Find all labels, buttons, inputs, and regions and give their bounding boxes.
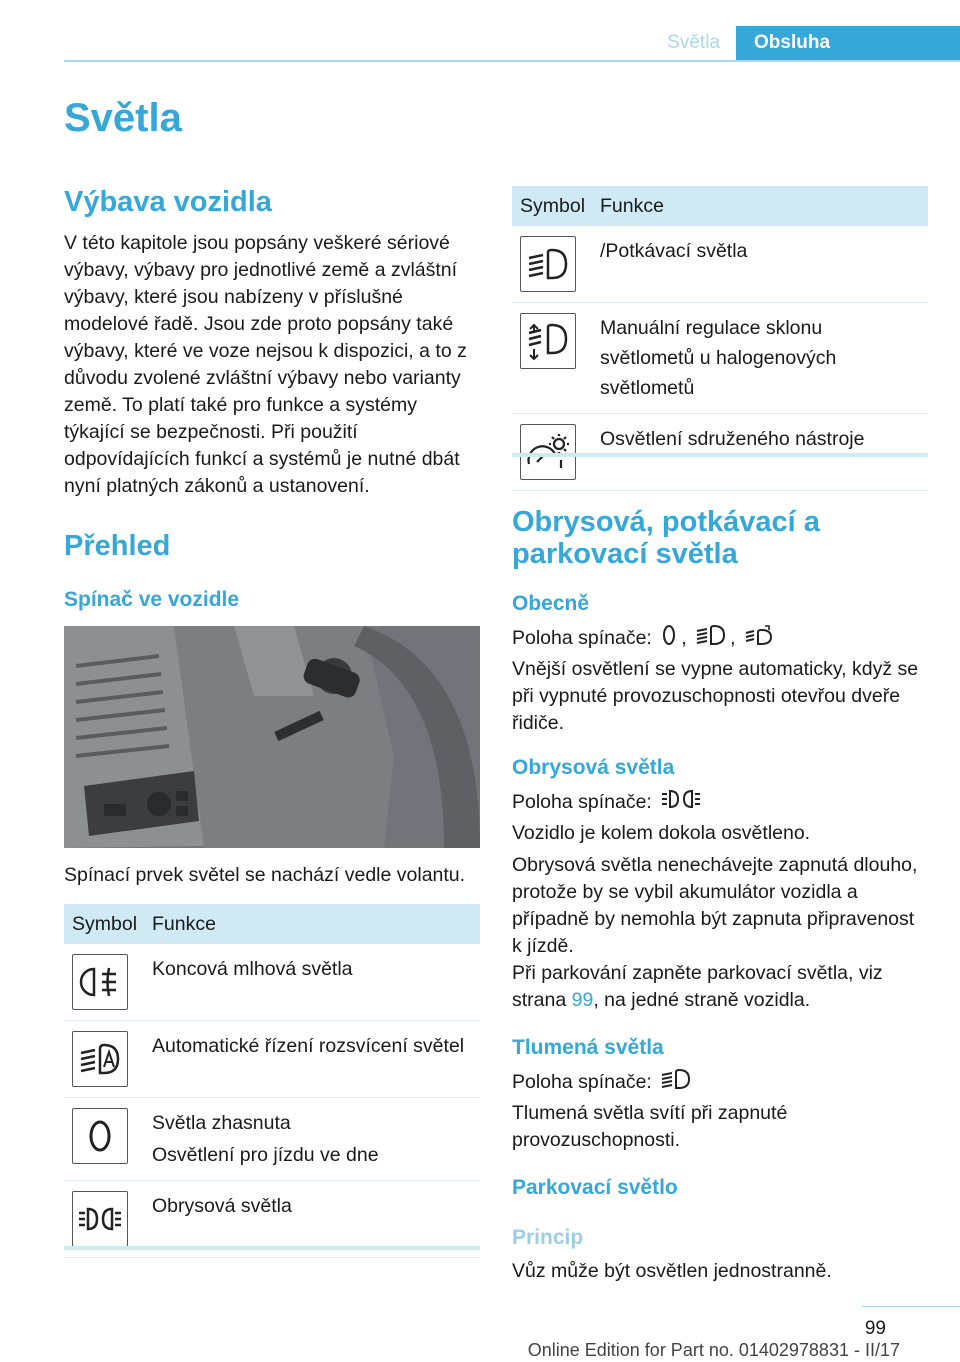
heading-principle: Princip bbox=[512, 1226, 584, 1249]
symbol-cell bbox=[64, 1098, 144, 1181]
paragraph-parking-3 bbox=[512, 960, 928, 1014]
symbol-table-left bbox=[64, 904, 480, 1258]
heading-low-beam: Tlumená světla bbox=[512, 1036, 664, 1059]
table-row bbox=[512, 303, 928, 414]
paragraph-principle: Vůz může být osvětlen jednostranně. bbox=[512, 1260, 832, 1282]
symbol-cell bbox=[512, 414, 592, 491]
symbol-cell bbox=[512, 303, 592, 414]
column-header-function: Funkce bbox=[592, 186, 928, 226]
function-text: Světla zhasnuta bbox=[152, 1112, 291, 1134]
paragraph-general: Vnější osvětlení se vypne automaticky, když se při vypnuté provozuschopnosti otevřou dveře řidiče. bbox=[512, 658, 919, 734]
paragraph-parking-1: Vozidlo je kolem dokola osvětleno. bbox=[512, 822, 811, 844]
auto-headlight-icon bbox=[72, 1031, 128, 1087]
paragraph-text: Při parkování zapněte parkovací světla, viz strana bbox=[512, 962, 883, 1011]
separator: , bbox=[681, 627, 687, 650]
separator: , bbox=[730, 627, 736, 650]
table-row bbox=[64, 1098, 480, 1181]
rear-fog-light-icon bbox=[72, 954, 128, 1010]
header-tab[interactable]: Obsluha bbox=[736, 26, 960, 62]
paragraph-text: , na jedné straně vozidla. bbox=[593, 989, 811, 1011]
table-row bbox=[64, 944, 480, 1021]
table-row bbox=[512, 226, 928, 303]
lights-off-icon bbox=[72, 1108, 128, 1164]
function-text-secondary: Osvětlení pro jízdu ve dne bbox=[152, 1144, 379, 1166]
function-cell: Manuální regulace sklonu světlometů u halogenových světlometů bbox=[592, 303, 928, 414]
table-row bbox=[512, 414, 928, 491]
paragraph-parking-2: Obrysová světla nenechávejte zapnutá dlouho, protože by se vybil akumulátor vozidla a případně by nemohla být zapnuta připravenost k jízdě. bbox=[512, 854, 918, 957]
heading-overview: Přehled bbox=[64, 530, 171, 562]
column-header-symbol: Symbol bbox=[64, 904, 144, 944]
column-header-function: Funkce bbox=[144, 904, 480, 944]
heading-general: Obecně bbox=[512, 592, 590, 615]
table-header-row bbox=[64, 904, 480, 944]
paragraph-equipment: V této kapitole jsou popsány veškeré sériové výbavy, výbavy pro jednotlivé země a zvláštní výbavy, které jsou nabízeny v příslušné modelové řadě. Jsou zde proto popsány také výbavy, které ve voze nejsou k dispozici, a to z důvodu zvolené zvláštní výbavy nebo varianty země. To platí také pro funkce a systémy týkající se bezpečnosti. Při použití odpovídajících funkcí a systémů je nutné dbát nyní platných zákonů a ustanovení. bbox=[64, 232, 467, 497]
header-section: Světla bbox=[667, 32, 720, 53]
paragraph-low-beam: Tlumená světla svítí při zapnuté provozuschopnosti. bbox=[512, 1102, 788, 1151]
heading-parking-lights: Obrysová světla bbox=[512, 756, 675, 779]
table-header-row bbox=[512, 186, 928, 226]
function-cell bbox=[144, 1098, 480, 1181]
switch-position-label: Poloha spínače: bbox=[512, 627, 652, 650]
function-cell: Automatické řízení rozsvícení světel bbox=[144, 1021, 480, 1098]
header-rule bbox=[64, 60, 960, 62]
switch-position-label: Poloha spínače: bbox=[512, 1071, 652, 1094]
switch-position-parking bbox=[512, 788, 928, 818]
parking-light-icon bbox=[72, 1191, 128, 1247]
symbol-cell bbox=[512, 226, 592, 303]
instrument-lighting-icon bbox=[520, 424, 576, 480]
heading-equipment: Výbava vozidla bbox=[64, 186, 272, 218]
switch-photo bbox=[64, 626, 480, 848]
symbol-table-right bbox=[512, 186, 928, 491]
lights-off-icon bbox=[661, 624, 677, 654]
function-cell: Obrysová světla bbox=[144, 1181, 480, 1258]
auto-headlight-icon bbox=[745, 624, 775, 654]
table-end-rule bbox=[64, 1246, 480, 1250]
footer-rule bbox=[862, 1306, 960, 1307]
switch-position-label: Poloha spínače: bbox=[512, 791, 652, 814]
parking-light-icon bbox=[661, 788, 701, 818]
heading-switch: Spínač ve vozidle bbox=[64, 588, 240, 611]
function-cell: Koncová mlhová světla bbox=[144, 944, 480, 1021]
function-cell: Osvětlení sdruženého nástroje bbox=[592, 414, 928, 491]
headlight-range-icon bbox=[520, 313, 576, 369]
heading-lights: Obrysová, potkávací a parkovací světla bbox=[512, 506, 820, 570]
symbol-cell bbox=[64, 1021, 144, 1098]
photo-caption: Spínací prvek světel se nachází vedle volantu. bbox=[64, 864, 466, 886]
function-cell: /Potkávací světla bbox=[592, 226, 928, 303]
edition-text: Online Edition for Part no. 01402978831 - II/17 bbox=[527, 1340, 900, 1360]
page-number: 99 bbox=[864, 1318, 886, 1339]
switch-positions-general bbox=[512, 624, 928, 654]
table-end-rule bbox=[512, 453, 928, 457]
switch-position-low-beam bbox=[512, 1068, 928, 1098]
low-beam-icon bbox=[696, 624, 726, 654]
page-title: Světla bbox=[64, 96, 182, 140]
low-beam-icon bbox=[520, 236, 576, 292]
page-link[interactable]: 99 bbox=[571, 989, 594, 1011]
column-header-symbol: Symbol bbox=[512, 186, 592, 226]
heading-parking-light: Parkovací světlo bbox=[512, 1176, 678, 1199]
table-row bbox=[64, 1021, 480, 1098]
low-beam-icon bbox=[661, 1068, 691, 1098]
symbol-cell bbox=[64, 944, 144, 1021]
